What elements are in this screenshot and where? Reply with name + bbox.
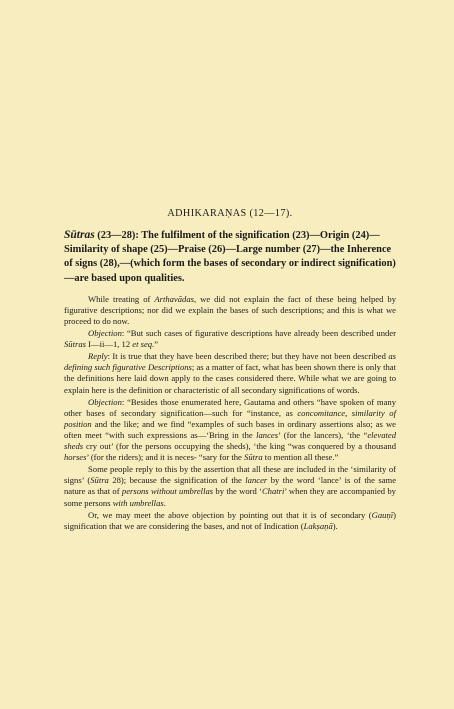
italic-run: elevated sheds [64, 429, 396, 452]
text-run: While treating of [88, 293, 155, 304]
text-run: : “Besides those enumerated here, Gautama and others “have spoken of many other bases of secondary signification—such for “instance, as [64, 396, 396, 418]
section-heading: ADHIKARAṆAS (12—17). [167, 208, 293, 219]
paragraph-reply [64, 351, 396, 395]
text-run: and the like; and we find “examples of such bases in ordinary assertions also; as we often meet “with such expressions as—‘Bring in the [64, 418, 396, 440]
text-run: 28); because the signification of the [108, 475, 246, 486]
paragraph-5 [64, 464, 396, 508]
text-run: I—ii—1, 12 [85, 339, 133, 350]
italic-run: horses [64, 452, 87, 463]
text-run: ) signification that we are considering the bases, and not of Indication ( [64, 509, 396, 531]
text-run: , we did not explain the fact of these being helped by figurative descriptions; nor did we explain the bases of such descriptions; and this is what we proceed to do now. [64, 293, 396, 326]
paragraph-objection-2 [64, 397, 396, 464]
text-run: to mention all these.” [262, 452, 339, 463]
italic-run: Sūtras [64, 339, 86, 350]
text-run: by the word ‘ [213, 486, 262, 497]
italic-run: as defining such figurative Descriptions [64, 351, 396, 373]
text-run: cry out’ (for the persons occupying the sheds), ‘the king “was conquered by a thousand [83, 441, 396, 452]
sutras-word: Sūtras [64, 229, 95, 241]
italic-run: et seq. [132, 339, 155, 350]
italic-run: Gauṇī [371, 509, 394, 520]
text-run: Some people reply to this by the assertion that all these are included in the ‘similarity of signs’ ( [64, 464, 396, 486]
text-run: ” [154, 339, 159, 350]
italic-run: lances [256, 429, 279, 440]
italic-run: Chatri [261, 486, 285, 497]
text-run: ; as a matter of fact, what has been shown there is only that the definitions here laid down apply to the cases considered there. While what we are going to explain here is the definition or characteristic of all secondary significations of words. [64, 362, 396, 395]
text-run: Or, we may meet the above objection by pointing out that it is of secondary ( [88, 509, 372, 520]
italic-run: Lakṣaṇā [303, 520, 333, 531]
objection-label: Objection [88, 328, 122, 339]
text-run: : It is true that they have been described there; but they have not been described [107, 351, 389, 362]
paragraph-objection-1 [64, 328, 396, 350]
italic-run: Sūtra [244, 452, 263, 463]
italic-run: persons without umbrellas [121, 486, 214, 497]
text-run: by the word ‘lance’ is of the same nature as that of [64, 475, 397, 497]
text-run: : “But such cases of figurative descriptions have already been described under [121, 328, 396, 339]
text-run: ’ (for the lancers), ‘the “ [278, 429, 368, 440]
text-run: . [163, 497, 166, 508]
text-run: ’ (for the riders); and it is neces- “sary for the [86, 452, 245, 463]
objection-label: Objection [88, 396, 122, 407]
body-text [64, 294, 396, 532]
italic-run: Sūtra [90, 475, 109, 486]
italic-run: Arthavādas [154, 293, 194, 304]
italic-run: lancer [245, 475, 268, 486]
summary-text: (23—28): The fulfilment of the signification (23)—Origin (24)—Similarity of shape (25)—Praise (26)—Large number (27)—the Inherence of signs (28),—(which form the bases of secondary or indirect signification)—are based upon qualities. [64, 230, 396, 284]
paragraph-6 [64, 510, 396, 532]
sutra-summary [64, 228, 396, 286]
italic-run: concomitance, similarity of position [64, 407, 396, 429]
text-run: ’ when they are accompanied by some persons [64, 486, 396, 508]
italic-run: with umbrellas [112, 497, 164, 508]
text-run: ). [332, 520, 338, 531]
paragraph-1 [64, 294, 396, 327]
reply-label: Reply [88, 351, 108, 362]
